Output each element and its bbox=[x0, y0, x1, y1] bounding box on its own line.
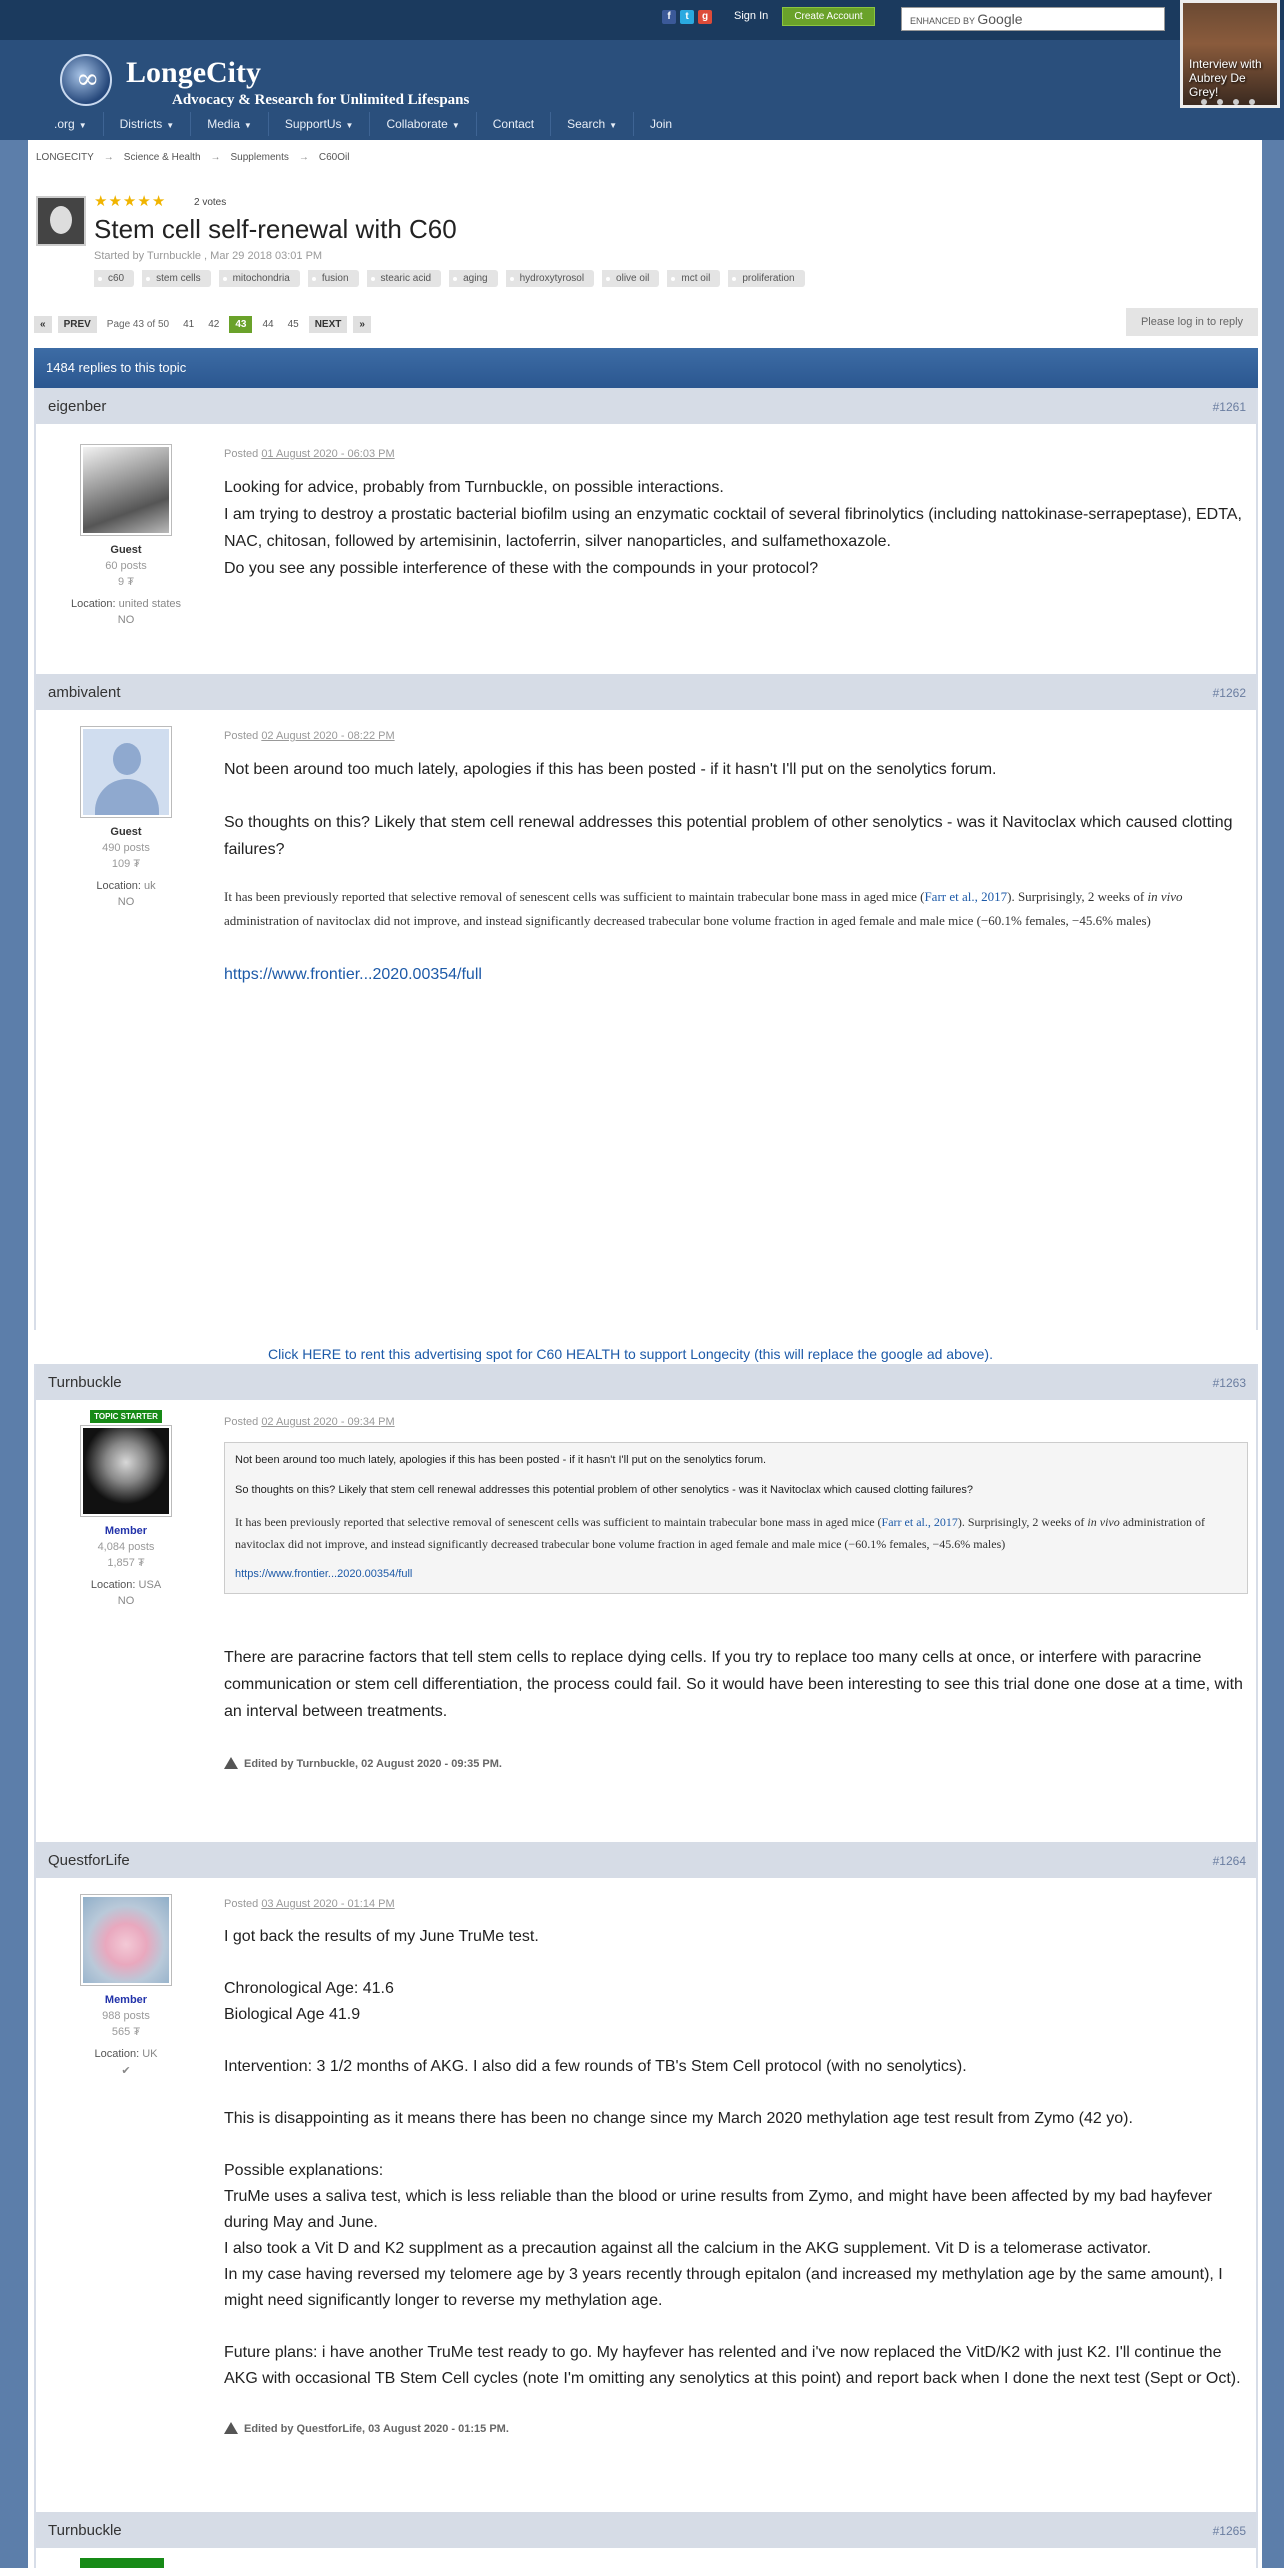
google-plus-icon[interactable]: g bbox=[698, 10, 712, 24]
site-name[interactable]: LongeCity bbox=[126, 56, 261, 89]
page-link[interactable]: 44 bbox=[262, 319, 274, 330]
avatar[interactable] bbox=[80, 726, 172, 818]
user-extra: NO bbox=[117, 614, 135, 626]
post-author[interactable]: Turnbuckle bbox=[48, 2522, 122, 2539]
nav-item-contact[interactable]: Contact bbox=[477, 112, 551, 136]
first-page-button[interactable]: « bbox=[34, 316, 52, 333]
tag[interactable]: hydroxytyrosol bbox=[506, 270, 594, 287]
nav-item-supportus[interactable]: SupportUs ▼ bbox=[269, 112, 371, 136]
page-link[interactable]: 45 bbox=[287, 319, 299, 330]
tag[interactable]: fusion bbox=[308, 270, 359, 287]
site-header bbox=[0, 40, 1284, 140]
post-date: Posted 02 August 2020 - 09:34 PM bbox=[224, 1416, 395, 1428]
user-reputation: 109 ₮ bbox=[111, 858, 141, 870]
user-extra: NO bbox=[117, 1595, 135, 1607]
breadcrumb-item[interactable]: Supplements bbox=[230, 152, 289, 163]
user-location: Location: uk bbox=[96, 880, 156, 892]
caret-down-icon: ▼ bbox=[243, 121, 252, 130]
breadcrumb-item[interactable]: Science & Health bbox=[123, 152, 201, 163]
nav-item-org[interactable]: .org ▼ bbox=[38, 112, 104, 136]
tag[interactable]: mct oil bbox=[667, 270, 720, 287]
search-input[interactable] bbox=[901, 7, 1165, 31]
post-body bbox=[224, 1416, 1248, 1770]
user-group: Member bbox=[104, 1994, 148, 2006]
post bbox=[34, 388, 1258, 674]
citation-link[interactable]: Farr et al., 2017 bbox=[924, 889, 1008, 904]
post-author[interactable]: eigenber bbox=[48, 398, 107, 415]
topic-starter-badge bbox=[80, 2558, 164, 2568]
post-author[interactable]: ambivalent bbox=[48, 684, 121, 701]
avatar[interactable] bbox=[80, 1425, 172, 1517]
user-post-count: 988 posts bbox=[102, 2010, 150, 2022]
page-title: Stem cell self-renewal with C60 bbox=[94, 214, 457, 244]
caret-down-icon: ▼ bbox=[609, 121, 618, 130]
top-bar bbox=[0, 0, 1284, 40]
ad-area bbox=[36, 1064, 1256, 1334]
user-post-count: 4,084 posts bbox=[97, 1541, 155, 1553]
tag[interactable]: mitochondria bbox=[219, 270, 300, 287]
star-icon[interactable]: ★ bbox=[122, 193, 137, 210]
site-logo[interactable]: ∞ bbox=[60, 54, 112, 106]
next-page-button[interactable]: NEXT bbox=[309, 316, 348, 333]
star-icon[interactable]: ★ bbox=[151, 193, 166, 210]
prev-page-button[interactable]: PREV bbox=[58, 316, 97, 333]
nav-item-join[interactable]: Join bbox=[650, 117, 673, 131]
topic-starter-badge: TOPIC STARTER bbox=[90, 1410, 162, 1423]
tag[interactable]: stearic acid bbox=[367, 270, 442, 287]
star-icon[interactable]: ★ bbox=[94, 193, 108, 210]
sign-in-link[interactable]: Sign In bbox=[734, 10, 769, 22]
topic-starter-avatar[interactable] bbox=[36, 196, 86, 246]
tag[interactable]: c60 bbox=[94, 270, 134, 287]
post-date: Posted 02 August 2020 - 08:22 PM bbox=[224, 730, 395, 742]
promo-box[interactable] bbox=[1180, 0, 1280, 108]
avatar[interactable] bbox=[80, 1894, 172, 1986]
user-info bbox=[36, 1894, 216, 2077]
rating-stars[interactable] bbox=[94, 194, 165, 210]
votes-count: 2 votes bbox=[194, 197, 227, 208]
ad-rent-link[interactable]: Click HERE to rent this advertising spot for C60 HEALTH to support Longecity (this will replace the google ad above). bbox=[268, 1346, 993, 1362]
edited-note: Edited by QuestforLife, 03 August 2020 - 01:15 PM. bbox=[224, 2422, 1248, 2435]
post bbox=[34, 2512, 1258, 2568]
main-content bbox=[28, 140, 1262, 2568]
avatar[interactable] bbox=[80, 444, 172, 536]
post-date: Posted 01 August 2020 - 06:03 PM bbox=[224, 448, 395, 460]
quoted-excerpt: It has been previously reported that selective removal of senescent cells was sufficient to maintain trabecular bone mass in aged mice (Farr et al., 2017). Surprisingly, 2 weeks of in vivo administration of navitoclax did not improve, and instead significantly decreased trabecular bone volume fraction in aged female and male mice (−60.1% females, −45.6% males) bbox=[224, 889, 1183, 928]
login-to-reply-button[interactable]: Please log in to reply bbox=[1126, 308, 1258, 336]
page-link[interactable]: 41 bbox=[183, 319, 195, 330]
warning-icon bbox=[224, 2422, 238, 2434]
breadcrumb-item[interactable]: C60Oil bbox=[318, 152, 350, 163]
user-reputation: 565 ₮ bbox=[111, 2026, 141, 2038]
post-author[interactable]: Turnbuckle bbox=[48, 1374, 122, 1391]
warning-icon bbox=[224, 1757, 238, 1769]
article-link[interactable]: https://www.frontier...2020.00354/full bbox=[224, 966, 482, 983]
post bbox=[34, 1842, 1258, 2568]
nav-item-search[interactable]: Search ▼ bbox=[551, 112, 634, 136]
nav-item-collaborate[interactable]: Collaborate ▼ bbox=[370, 112, 476, 136]
caret-down-icon: ▼ bbox=[345, 121, 354, 130]
search-prefix: ENHANCED BY bbox=[910, 16, 975, 26]
post-author[interactable]: QuestforLife bbox=[48, 1852, 130, 1869]
post-text: I got back the results of my June TruMe test. Chronological Age: 41.6 Biological Age 41.9 Intervention: 3 1/2 months of AKG. I also did a few rounds of TB's Stem Cell protocol (with no senolytics). This is disappointing as it means there has been no change since my March 2020 methylation age test result from Zymo (42 yo). Possible explanations: TruMe uses a saliva test, which is less reliable than the blood or urine results from Zymo, and might have been affected by my bad hayfever during May and June. I also took a Vit D and K2 supplment as a precaution against all the calcium in the AKG supplement. Vit D is a telomerase activator. In my case having reversed my telomere age by 3 years recently through epitalon (and increased my methylation age by the same amount), I might need significantly longer to reverse my methylation age. Future plans: i have another TruMe test ready to go. My hayfever has relented and i've now replaced the VitD/K2 with just K2. I'll continue the AKG with occasional TB Stem Cell cycles (note I'm omitting any senolytics at this point) and report back when I done the next test (Sept or Oct). bbox=[224, 1928, 1241, 2387]
post-text: Not been around too much lately, apologies if this has been posted - if it hasn't I'll put on the senolytics forum. So thoughts on this? Likely that stem cell renewal addresses this potential problem of other senolytics - was it Navitoclax which caused clotting failures? bbox=[224, 761, 1233, 858]
post-header bbox=[36, 1364, 1256, 1400]
current-page: 43 bbox=[229, 316, 252, 333]
tag[interactable]: proliferation bbox=[728, 270, 804, 287]
post-body bbox=[224, 730, 1248, 988]
post-number[interactable]: #1263 bbox=[1212, 1376, 1246, 1390]
user-extra: NO bbox=[117, 896, 135, 908]
post-header bbox=[36, 1842, 1256, 1878]
breadcrumb-item[interactable]: LONGECITY bbox=[36, 152, 94, 163]
quote-block: Not been around too much lately, apologies if this has been posted - if it hasn't I'll put on the senolytics forum. So thoughts on this? Likely that stem cell renewal addresses this potential problem of other senolytics - was it Navitoclax which caused clotting failures? It has been previously reported that selective removal of senescent cells was sufficient to maintain trabecular bone mass in aged mice (Farr et al., 2017). Surprisingly, 2 weeks of in vivo administration of navitoclax did not improve, and instead significantly decreased trabecular bone volume fraction in aged female and male mice (−60.1% females, −45.6% males) https://www.frontier...2020.00354/full bbox=[224, 1442, 1248, 1594]
user-group: Member bbox=[104, 1525, 148, 1537]
nav-item-districts[interactable]: Districts ▼ bbox=[104, 112, 192, 136]
pagination bbox=[34, 316, 371, 333]
post-header bbox=[36, 2512, 1256, 2548]
page-link[interactable]: 42 bbox=[208, 319, 220, 330]
post-body bbox=[224, 1898, 1248, 2435]
user-group: Guest bbox=[110, 544, 142, 556]
star-icon[interactable]: ★ bbox=[108, 193, 122, 210]
user-location: Location: USA bbox=[90, 1579, 162, 1591]
twitter-icon[interactable]: t bbox=[680, 10, 694, 24]
page-of-label: Page 43 of 50 bbox=[106, 319, 170, 330]
nav-item-media[interactable]: Media ▼ bbox=[191, 112, 269, 136]
article-link[interactable]: https://www.frontier...2020.00354/full bbox=[235, 1568, 413, 1580]
tag-list bbox=[94, 270, 805, 287]
breadcrumb: LONGECITY → Science & Health → Supplements → C60Oil bbox=[36, 152, 350, 163]
caret-down-icon: ▼ bbox=[78, 121, 87, 130]
verified-icon: ✔ bbox=[121, 2065, 131, 2077]
post-body bbox=[224, 448, 1248, 582]
user-post-count: 490 posts bbox=[102, 842, 150, 854]
user-reputation: 9 ₮ bbox=[118, 576, 134, 588]
post-number[interactable]: #1261 bbox=[1212, 400, 1246, 414]
edited-note: Edited by Turnbuckle, 02 August 2020 - 09:35 PM. bbox=[224, 1757, 1248, 1770]
create-account-button[interactable]: Create Account bbox=[782, 7, 875, 26]
tag[interactable]: aging bbox=[449, 270, 497, 287]
promo-text: Interview with Aubrey De Grey! bbox=[1189, 57, 1262, 99]
caret-down-icon: ▼ bbox=[451, 121, 460, 130]
user-info bbox=[36, 726, 216, 908]
started-by: Started by Turnbuckle , Mar 29 2018 03:01 PM bbox=[94, 250, 323, 262]
post-date: Posted 03 August 2020 - 01:14 PM bbox=[224, 1898, 395, 1910]
caret-down-icon: ▼ bbox=[166, 121, 175, 130]
replies-count-bar: 1484 replies to this topic bbox=[34, 348, 1258, 388]
user-reputation: 1,857 ₮ bbox=[107, 1557, 145, 1569]
post-number[interactable]: #1262 bbox=[1212, 686, 1246, 700]
main-nav bbox=[38, 112, 688, 136]
search-brand: Google bbox=[977, 11, 1023, 27]
post-text: Looking for advice, probably from Turnbuckle, on possible interactions. I am trying to destroy a prostatic bacterial biofilm using an enzymatic cocktail of several fibrinolytics (including nattokinase-serrapeptase), EDTA, NAC, chitosan, followed by artemisinin, lactoferrin, silver nanoparticles, and sulfamethoxazole. Do you see any possible interference of these with the compounds in your protocol? bbox=[224, 479, 1242, 577]
tag[interactable]: stem cells bbox=[142, 270, 210, 287]
user-info bbox=[36, 1410, 216, 1607]
last-page-button[interactable]: » bbox=[353, 316, 371, 333]
user-post-count: 60 posts bbox=[105, 560, 147, 572]
post-number[interactable]: #1264 bbox=[1212, 1854, 1246, 1868]
post-header bbox=[36, 388, 1256, 424]
star-icon[interactable]: ★ bbox=[137, 193, 151, 210]
site-tagline: Advocacy & Research for Unlimited Lifespans bbox=[172, 92, 470, 108]
user-location: Location: UK bbox=[94, 2048, 158, 2060]
tag[interactable]: olive oil bbox=[602, 270, 659, 287]
user-info bbox=[36, 444, 216, 626]
post-text: There are paracrine factors that tell stem cells to replace dying cells. If you try to replace too many cells at once, or interfere with paracrine communication or stem cell differentiation, the process could fail. So it would have been interesting to see this trial done one dose at a time, with an interval between treatments. bbox=[224, 1649, 1243, 1720]
promo-dots[interactable] bbox=[1201, 99, 1255, 105]
user-location: Location: united states bbox=[70, 598, 182, 610]
facebook-icon[interactable]: f bbox=[662, 10, 676, 24]
post-header bbox=[36, 674, 1256, 710]
user-group: Guest bbox=[110, 826, 142, 838]
post bbox=[34, 1364, 1258, 1842]
post-number[interactable]: #1265 bbox=[1212, 2524, 1246, 2538]
citation-link[interactable]: Farr et al., 2017 bbox=[881, 1515, 958, 1529]
